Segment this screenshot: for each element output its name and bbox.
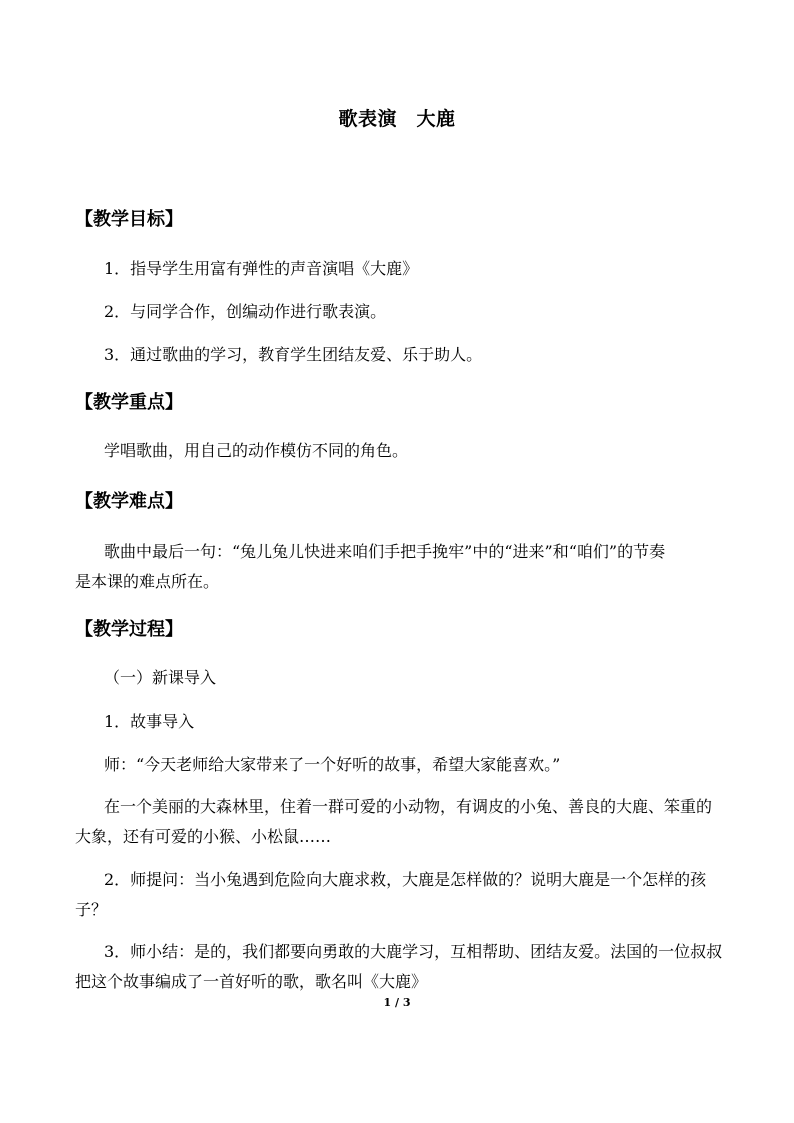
page-number: 1 / 3 [383, 996, 411, 1009]
step-3-line-1: 3．师小结：是的，我们都要向勇敢的大鹿学习，互相帮助、团结友爱。法国的一位叔叔 [104, 942, 723, 961]
process-step-1: 1．故事导入 [104, 712, 195, 731]
goal-item-3: 3．通过歌曲的学习，教育学生团结友爱、乐于助人。 [104, 345, 483, 364]
goal-item-1: 1．指导学生用富有弹性的声音演唱《大鹿》 [104, 259, 419, 278]
story-line-1: 在一个美丽的大森林里，住着一群可爱的小动物，有调皮的小兔、善良的大鹿、笨重的 [104, 797, 713, 816]
page-title: 歌表演 大鹿 [338, 108, 456, 130]
heading-teaching-process: 【教学过程】 [75, 619, 183, 640]
step-2-line-2: 子？ [75, 900, 108, 919]
step-3-line-2: 把这个故事编成了一首好听的歌，歌名叫《大鹿》 [75, 972, 428, 991]
process-subheading: （一）新课导入 [104, 668, 217, 687]
story-line-2: 大象，还有可爱的小猴、小松鼠…… [75, 827, 332, 846]
teacher-quote: 师：“今天老师给大家带来了一个好听的故事，希望大家能喜欢。” [104, 755, 561, 774]
goal-item-2: 2．与同学合作，创编动作进行歌表演。 [104, 302, 387, 321]
focus-text: 学唱歌曲，用自己的动作模仿不同的角色。 [104, 441, 409, 460]
step-2-line-1: 2．师提问：当小兔遇到危险向大鹿求救，大鹿是怎样做的？说明大鹿是一个怎样的孩 [104, 870, 707, 889]
heading-teaching-difficulty: 【教学难点】 [75, 491, 183, 512]
difficulty-line-2: 是本课的难点所在。 [75, 572, 220, 591]
heading-teaching-focus: 【教学重点】 [75, 392, 183, 413]
heading-teaching-goals: 【教学目标】 [75, 209, 183, 230]
difficulty-line-1: 歌曲中最后一句：“兔儿兔儿快进来咱们手把手挽牢”中的“进来”和“咱们”的节奏 [104, 542, 666, 561]
